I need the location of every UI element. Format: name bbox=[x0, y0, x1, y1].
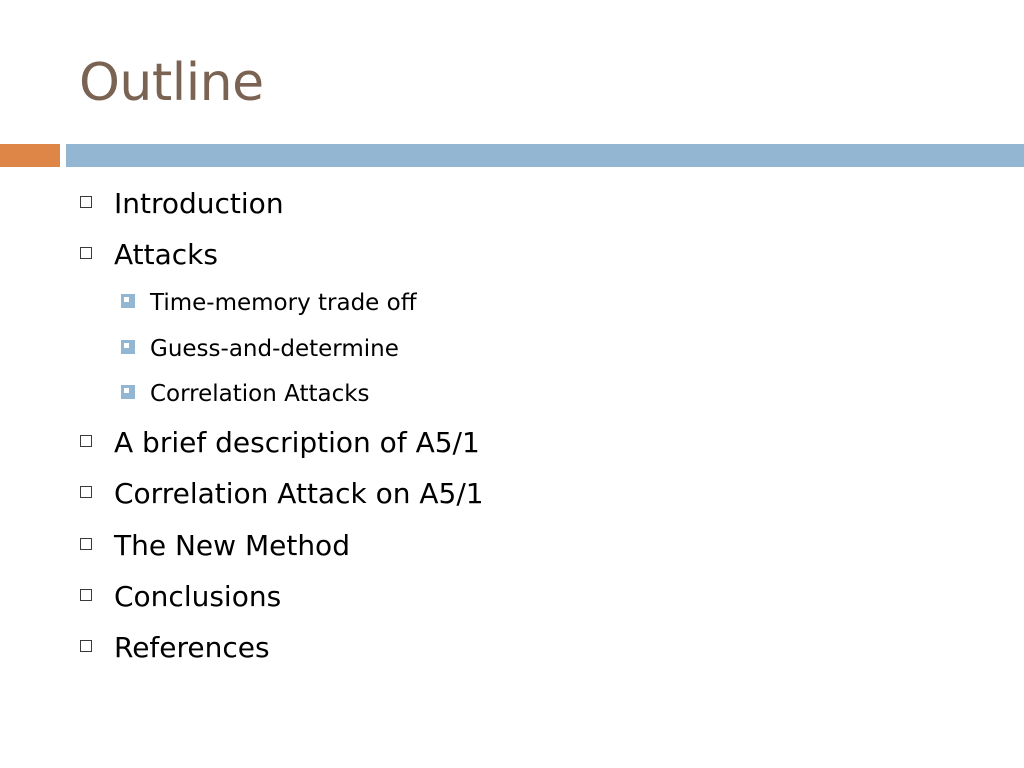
list-item-label: Time-memory trade off bbox=[150, 290, 417, 316]
list-item-label: Introduction bbox=[114, 187, 284, 220]
filled-square-bullet-icon bbox=[121, 340, 135, 354]
list-item-conclusions bbox=[80, 580, 281, 614]
list-item-a51-description bbox=[80, 426, 480, 460]
list-item-label: Correlation Attacks bbox=[150, 381, 370, 407]
list-item-attacks bbox=[80, 238, 218, 272]
list-item-introduction bbox=[80, 187, 284, 221]
hollow-square-bullet-icon bbox=[80, 589, 92, 601]
list-item-label: Correlation Attack on A5/1 bbox=[114, 477, 484, 510]
filled-square-bullet-icon bbox=[121, 294, 135, 308]
hollow-square-bullet-icon bbox=[80, 196, 92, 208]
sub-item-time-memory bbox=[121, 289, 417, 317]
hollow-square-bullet-icon bbox=[80, 640, 92, 652]
hollow-square-bullet-icon bbox=[80, 486, 92, 498]
slide-title: Outline bbox=[79, 53, 264, 113]
hollow-square-bullet-icon bbox=[80, 435, 92, 447]
sub-item-guess-and-determine bbox=[121, 335, 399, 363]
hollow-square-bullet-icon bbox=[80, 247, 92, 259]
list-item-new-method bbox=[80, 529, 350, 563]
list-item-label: Conclusions bbox=[114, 580, 282, 613]
filled-square-bullet-icon bbox=[121, 385, 135, 399]
list-item-label: A brief description of A5/1 bbox=[114, 426, 480, 459]
list-item-references bbox=[80, 631, 270, 665]
list-item-label: Guess-and-determine bbox=[150, 336, 399, 362]
list-item-label: Attacks bbox=[114, 238, 218, 271]
list-item-label: References bbox=[114, 631, 270, 664]
sub-item-correlation-attacks bbox=[121, 380, 370, 408]
list-item-correlation-attack-a51 bbox=[80, 477, 484, 511]
hollow-square-bullet-icon bbox=[80, 538, 92, 550]
list-item-label: The New Method bbox=[114, 529, 350, 562]
